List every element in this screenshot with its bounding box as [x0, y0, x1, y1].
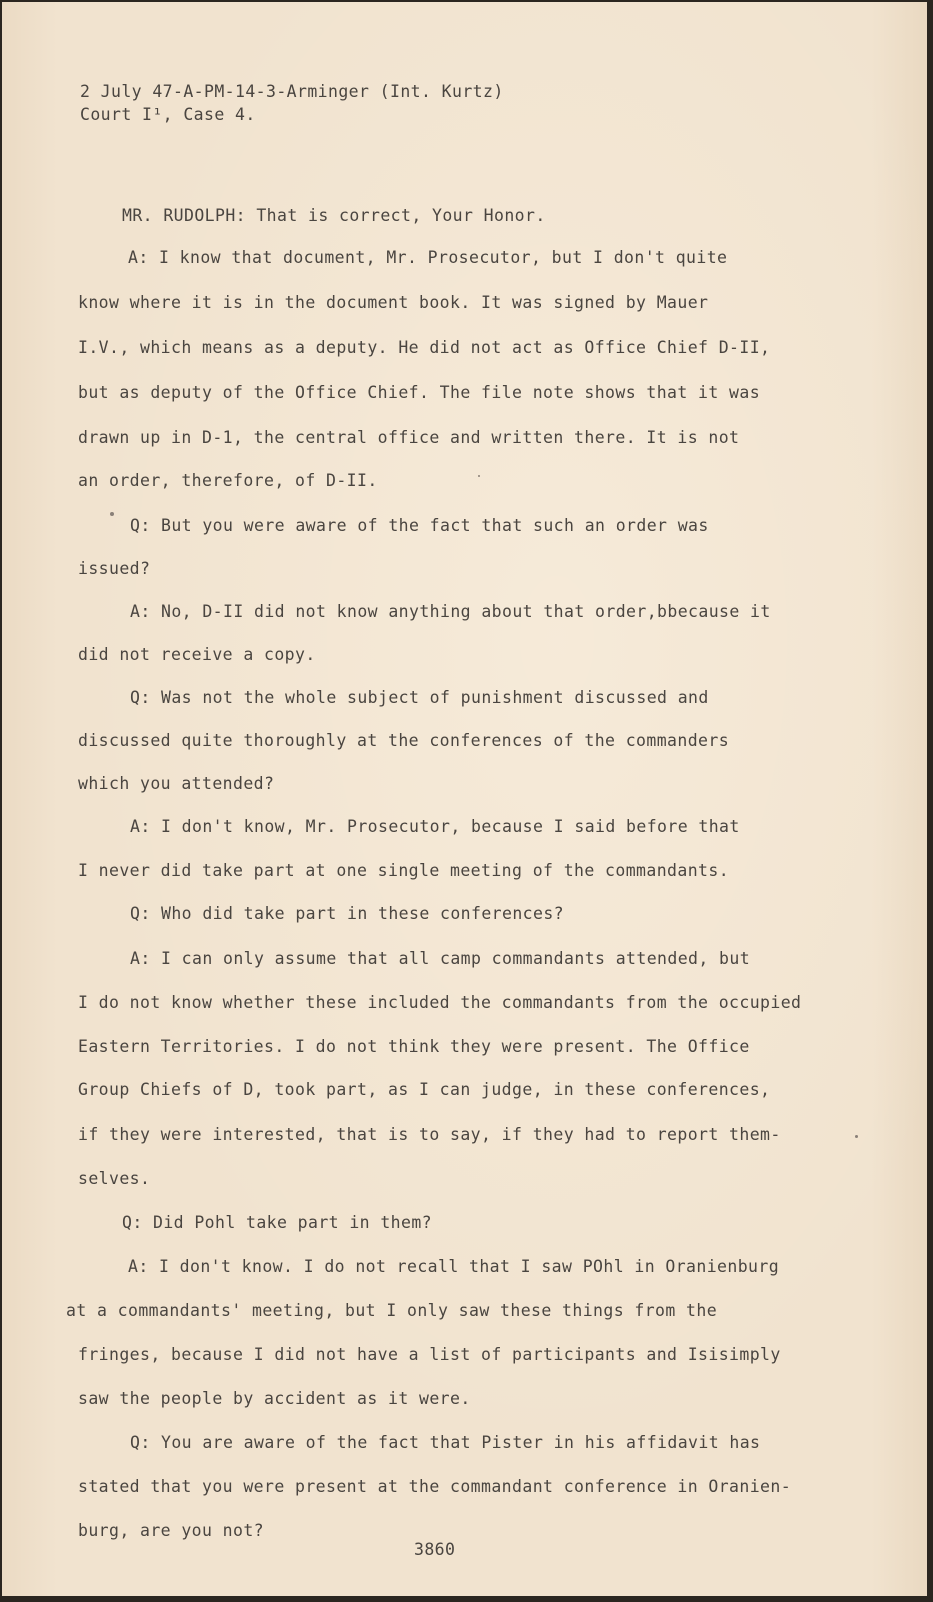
transcript-line: selves.: [78, 1169, 151, 1188]
paper-speck: [110, 512, 114, 516]
transcript-line: Q: But you were aware of the fact that such an order was: [130, 516, 709, 535]
transcript-line: saw the people by accident as it were.: [78, 1389, 471, 1408]
transcript-line: MR. RUDOLPH: That is correct, Your Honor.: [122, 206, 546, 225]
page-number: 3860: [414, 1540, 456, 1559]
transcript-line: Q: Who did take part in these conferences?: [130, 904, 565, 923]
transcript-line: discussed quite thoroughly at the conferences of the commanders: [78, 731, 730, 750]
transcript-line: A: I can only assume that all camp commandants attended, but: [130, 949, 751, 968]
transcript-line: if they were interested, that is to say, if they had to report them-: [78, 1125, 781, 1144]
document-page: [2, 2, 927, 1596]
transcript-line: A: I don't know, Mr. Prosecutor, because I said before that: [130, 817, 740, 836]
transcript-line: burg, are you not?: [78, 1521, 265, 1540]
header-line-2: Court I¹, Case 4.: [80, 105, 256, 124]
document-header: [80, 80, 504, 126]
transcript-line: issued?: [78, 559, 151, 578]
transcript-line: which you attended?: [78, 774, 275, 793]
transcript-line: an order, therefore, of D-II.: [78, 471, 378, 490]
transcript-line: A: I know that document, Mr. Prosecutor, but I don't quite: [128, 248, 728, 267]
transcript-line: know where it is in the document book. It was signed by Mauer: [78, 293, 709, 312]
transcript-line: Q: You are aware of the fact that Pister in his affidavit has: [130, 1433, 761, 1452]
transcript-line: Q: Did Pohl take part in them?: [122, 1213, 433, 1232]
transcript-line: I.V., which means as a deputy. He did not act as Office Chief D-II,: [78, 338, 771, 357]
transcript-line: fringes, because I did not have a list of participants and Isisimply: [78, 1345, 781, 1364]
transcript-line: Q: Was not the whole subject of punishment discussed and: [130, 688, 709, 707]
transcript-line: stated that you were present at the commandant conference in Oranien-: [78, 1477, 792, 1496]
transcript-line: I do not know whether these included the commandants from the occupied: [78, 993, 802, 1012]
transcript-line: Group Chiefs of D, took part, as I can judge, in these conferences,: [78, 1080, 771, 1099]
transcript-line: drawn up in D-1, the central office and written there. It is not: [78, 428, 740, 447]
transcript-line: A: I don't know. I do not recall that I saw POhl in Oranienburg: [128, 1257, 780, 1276]
transcript-line: I never did take part at one single meeting of the commandants.: [78, 861, 730, 880]
paper-speck: [478, 475, 480, 477]
transcript-line: at a commandants' meeting, but I only saw these things from the: [66, 1301, 718, 1320]
header-line-1: 2 July 47-A-PM-14-3-Arminger (Int. Kurtz): [80, 82, 504, 101]
paper-speck: [855, 1135, 858, 1138]
transcript-line: Eastern Territories. I do not think they were present. The Office: [78, 1037, 750, 1056]
transcript-line: A: No, D-II did not know anything about that order,bbecause it: [130, 602, 771, 621]
transcript-line: but as deputy of the Office Chief. The file note shows that it was: [78, 383, 761, 402]
transcript-line: did not receive a copy.: [78, 645, 316, 664]
